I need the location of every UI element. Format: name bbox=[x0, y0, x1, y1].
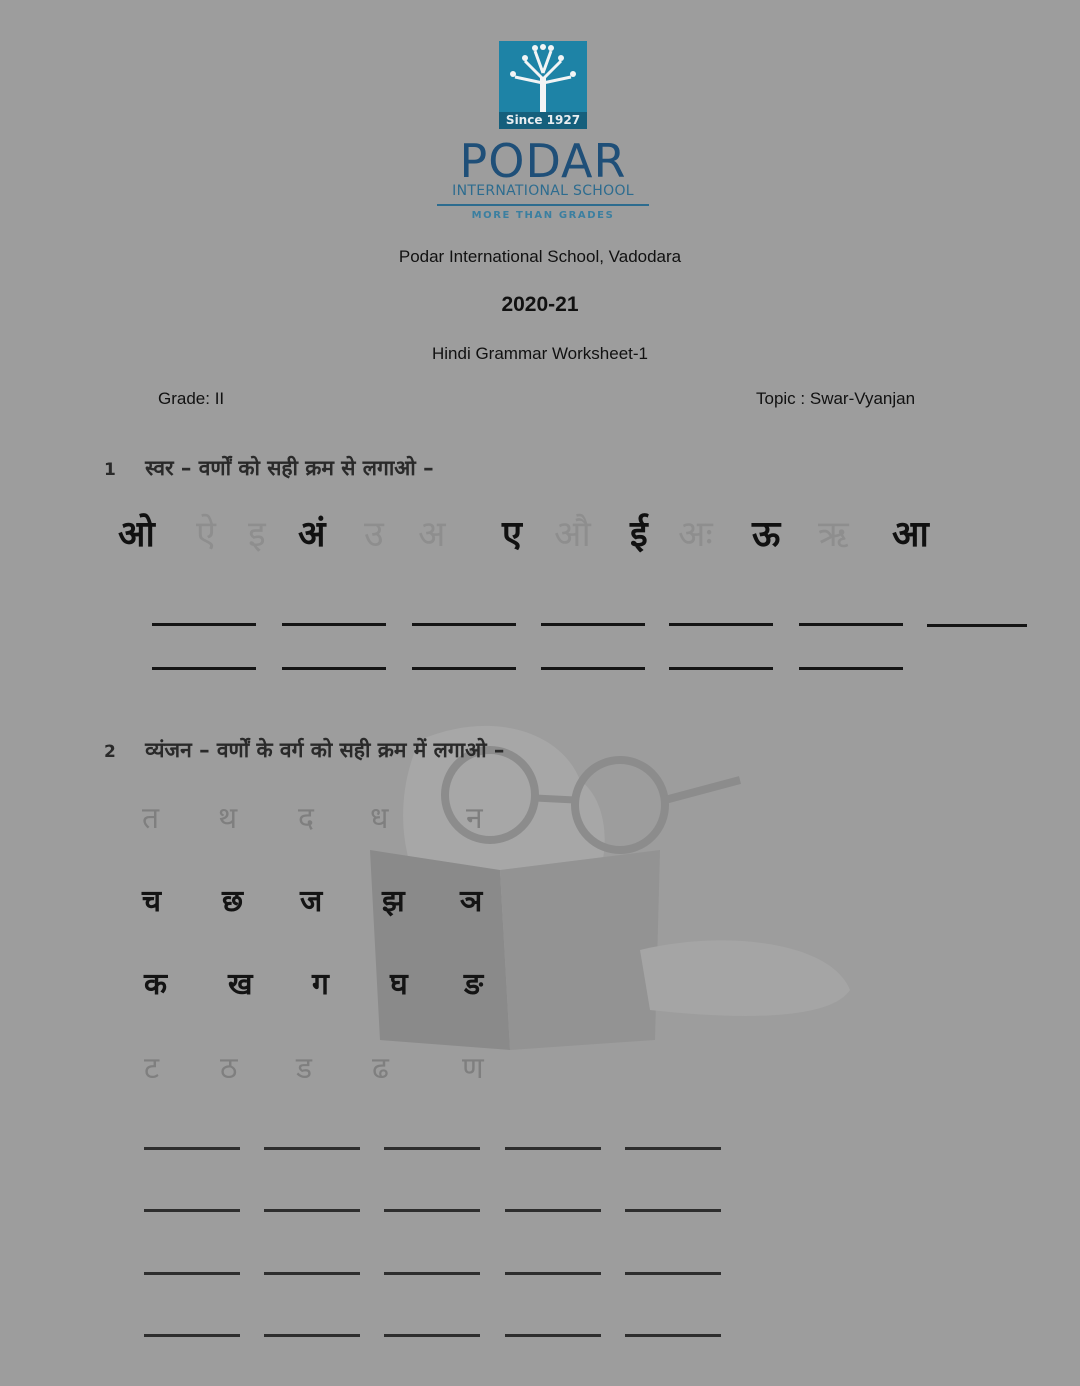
answer-blank bbox=[541, 623, 645, 626]
vyanjan-letter: ण bbox=[462, 1051, 484, 1086]
swar-letter: ओ bbox=[118, 514, 155, 555]
vyanjan-letter: ध bbox=[370, 801, 389, 836]
answer-blank bbox=[625, 1272, 721, 1275]
swar-letter: अं bbox=[298, 514, 326, 555]
vyanjan-letter: च bbox=[142, 884, 162, 919]
academic-year: 2020-21 bbox=[501, 293, 579, 316]
answer-blank bbox=[384, 1209, 480, 1212]
swar-letter: ए bbox=[502, 514, 522, 555]
vyanjan-letter: थ bbox=[218, 801, 238, 836]
swar-letter: ऋ bbox=[818, 514, 849, 555]
vyanjan-letter: ज bbox=[300, 884, 323, 919]
vyanjan-letter: ढ bbox=[372, 1051, 389, 1086]
answer-blank bbox=[669, 667, 773, 670]
swar-letter: अ bbox=[418, 514, 446, 555]
answer-blank bbox=[152, 667, 256, 670]
answer-blank bbox=[384, 1147, 480, 1150]
swar-letter: उ bbox=[364, 514, 384, 555]
swar-letter: औ bbox=[554, 514, 591, 555]
vyanjan-letter: ठ bbox=[220, 1051, 238, 1086]
school-name: Podar International School, Vadodara bbox=[398, 247, 682, 266]
logo-tagline: MORE THAN GRADES bbox=[471, 210, 615, 221]
topic-label: Topic : Swar-Vyanjan bbox=[756, 389, 916, 408]
question-number: 2 bbox=[104, 742, 116, 762]
answer-blank bbox=[541, 667, 645, 670]
vyanjan-letter: छ bbox=[222, 884, 244, 919]
answer-blank bbox=[625, 1334, 721, 1337]
answer-blank bbox=[927, 624, 1027, 627]
answer-blank bbox=[669, 623, 773, 626]
school-logo bbox=[499, 41, 587, 129]
answer-blank bbox=[152, 623, 256, 626]
vyanjan-letter: ङ bbox=[464, 967, 484, 1002]
vyanjan-letter: ख bbox=[228, 967, 253, 1002]
answer-blank bbox=[799, 623, 903, 626]
swar-letters bbox=[118, 508, 958, 564]
answer-blank bbox=[264, 1209, 360, 1212]
answer-blank bbox=[264, 1147, 360, 1150]
answer-blank bbox=[282, 667, 386, 670]
swar-letter: ऐ bbox=[196, 514, 216, 555]
answer-blank bbox=[505, 1334, 601, 1337]
question-number: 1 bbox=[104, 460, 116, 480]
answer-blank bbox=[384, 1334, 480, 1337]
answer-blank bbox=[264, 1334, 360, 1337]
vyanjan-letter: ड bbox=[296, 1051, 313, 1086]
logo-since-label: Since 1927 bbox=[499, 112, 587, 129]
answer-blank bbox=[625, 1209, 721, 1212]
vyanjan-letter: द bbox=[298, 801, 314, 836]
answer-blank bbox=[505, 1147, 601, 1150]
answer-blank bbox=[412, 623, 516, 626]
swar-letter: ई bbox=[630, 514, 648, 555]
vyanjan-letter: त bbox=[142, 801, 160, 836]
question-text: व्यंजन – वर्णों के वर्ग को सही क्रम में लगाओ – bbox=[145, 738, 505, 762]
answer-blank bbox=[384, 1272, 480, 1275]
answer-blank bbox=[264, 1272, 360, 1275]
swar-letter: इ bbox=[248, 514, 266, 555]
vyanjan-letter: घ bbox=[390, 967, 408, 1002]
vyanjan-letter: ञ bbox=[460, 884, 483, 919]
logo-wordmark: PODAR bbox=[459, 134, 627, 188]
owl-reading-watermark bbox=[360, 720, 860, 1050]
logo-subtitle: INTERNATIONAL SCHOOL bbox=[452, 183, 634, 199]
question-1 bbox=[104, 454, 434, 482]
answer-blank bbox=[282, 623, 386, 626]
question-text: स्वर – वर्णों को सही क्रम से लगाओ – bbox=[145, 456, 434, 480]
answer-blank bbox=[144, 1334, 240, 1337]
worksheet-title: Hindi Grammar Worksheet-1 bbox=[431, 344, 649, 363]
vyanjan-letter: न bbox=[466, 801, 483, 836]
answer-blank bbox=[505, 1272, 601, 1275]
vyanjan-letter: झ bbox=[382, 884, 405, 919]
logo-divider bbox=[437, 204, 649, 206]
answer-blank bbox=[144, 1147, 240, 1150]
grade-label: Grade: II bbox=[158, 389, 225, 408]
tree-icon bbox=[505, 43, 581, 113]
question-2 bbox=[104, 736, 504, 764]
swar-letter: आ bbox=[892, 514, 929, 555]
answer-blank bbox=[505, 1209, 601, 1212]
answer-blank bbox=[625, 1147, 721, 1150]
answer-blank bbox=[144, 1209, 240, 1212]
swar-letter: अः bbox=[678, 514, 713, 555]
answer-blank bbox=[799, 667, 903, 670]
answer-blank bbox=[412, 667, 516, 670]
answer-blank bbox=[144, 1272, 240, 1275]
vyanjan-letter: ग bbox=[312, 967, 329, 1002]
vyanjan-letter: ट bbox=[144, 1051, 160, 1086]
swar-letter: ऊ bbox=[752, 514, 781, 555]
vyanjan-letter: क bbox=[144, 967, 168, 1002]
